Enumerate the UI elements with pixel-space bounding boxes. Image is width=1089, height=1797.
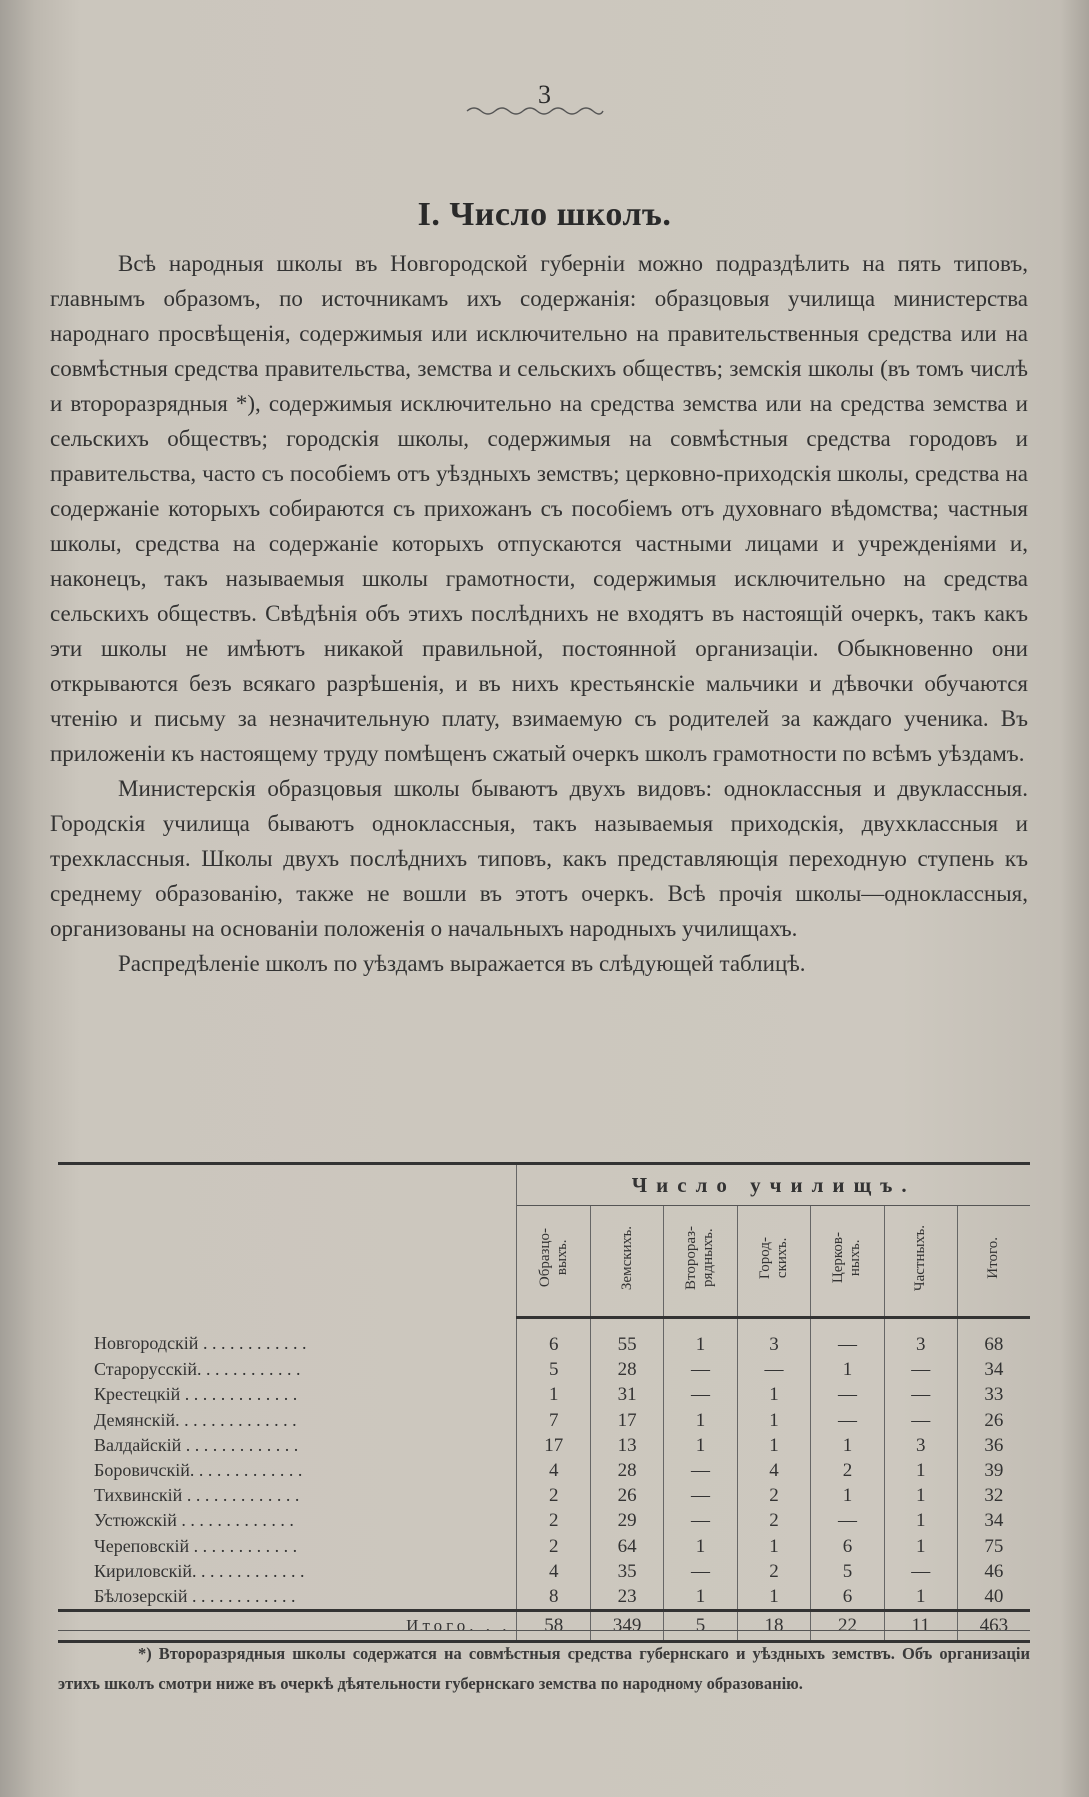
table-row	[58, 1508, 1030, 1533]
column-header: Второраз- рядныхъ.	[664, 1206, 738, 1318]
table-cell: 75	[957, 1534, 1030, 1559]
table-cell: 68	[957, 1318, 1030, 1358]
column-header: Церков- ныхъ.	[811, 1206, 885, 1318]
table-group-title: Число училищъ.	[517, 1164, 1030, 1206]
table-cell: 1	[664, 1408, 738, 1433]
table-cell: 2	[737, 1483, 811, 1508]
total-cell: 22	[811, 1611, 885, 1642]
table-row	[58, 1318, 1030, 1358]
table-cell: 32	[957, 1483, 1030, 1508]
district-name: Тихвинскій . . . . . . . . . . . . .	[94, 1485, 300, 1506]
table-cell: 26	[590, 1483, 663, 1508]
paragraph: Министерскія образцовыя школы бываютъ двухъ видовъ: одноклассныя и двуклассныя. Городскія училища бываютъ одноклассныя, такъ называемыя приходскія, двухклассныя и трехклассныя. Школы двухъ послѣднихъ типовъ, какъ представляющія переходную ступень къ среднему образованію, также не вошли въ этотъ очеркъ. Всѣ прочія школы—одноклассныя, организованы на основаніи положенія о начальныхъ народныхъ училищахъ.	[50, 776, 1028, 941]
table-cell: 5	[811, 1559, 885, 1584]
table-cell: —	[664, 1508, 738, 1533]
table-cell: 1	[884, 1584, 957, 1611]
ornament-divider	[465, 104, 605, 118]
table-cell: —	[664, 1357, 738, 1382]
table-cell: 34	[957, 1357, 1030, 1382]
table-cell: 4	[737, 1458, 811, 1483]
table-row	[58, 1408, 1030, 1433]
table-cell: 23	[590, 1584, 663, 1611]
column-header: Земскихъ.	[590, 1206, 663, 1318]
table-cell: 35	[590, 1559, 663, 1584]
column-header: Образцо- выхъ.	[517, 1206, 591, 1318]
table-cell: —	[737, 1357, 811, 1382]
table-cell: 1	[737, 1408, 811, 1433]
schools-table	[58, 1162, 1030, 1643]
table-cell: 26	[957, 1408, 1030, 1433]
table-cell: 2	[517, 1508, 591, 1533]
table-cell: 1	[811, 1433, 885, 1458]
table-cell: 33	[957, 1382, 1030, 1407]
section-heading: I. Число школъ.	[417, 196, 672, 233]
district-name: Новгородскій . . . . . . . . . . . .	[94, 1333, 307, 1354]
table-cell: —	[884, 1357, 957, 1382]
table-cell: 2	[811, 1458, 885, 1483]
table-row	[58, 1584, 1030, 1611]
total-cell: 463	[957, 1611, 1030, 1642]
table-cell: 6	[517, 1318, 591, 1358]
table-row	[58, 1357, 1030, 1382]
table-cell: 1	[664, 1318, 738, 1358]
table-corner	[58, 1164, 517, 1318]
footnote-text: *) Второразрядныя школы содержатся на совмѣстныя средства губернскаго и уѣздныхъ земствъ. Объ организаціи этихъ школъ смотри ниже въ очеркѣ дѣятельности губернскаго земства по народному образованію.	[58, 1644, 1030, 1693]
table-cell: 1	[664, 1534, 738, 1559]
table-cell: 5	[517, 1357, 591, 1382]
table-cell: 1	[517, 1382, 591, 1407]
table-cell: 1	[737, 1382, 811, 1407]
table-cell: 34	[957, 1508, 1030, 1533]
table-cell: 17	[590, 1408, 663, 1433]
page-number: 3	[538, 80, 551, 109]
table-cell: 3	[884, 1433, 957, 1458]
district-name: Кириловскій. . . . . . . . . . . . .	[94, 1560, 305, 1581]
total-cell: 18	[737, 1611, 811, 1642]
table-row	[58, 1433, 1030, 1458]
table-row	[58, 1458, 1030, 1483]
table-cell: 36	[957, 1433, 1030, 1458]
footnote	[58, 1630, 1030, 1699]
table-cell: 1	[811, 1357, 885, 1382]
table-cell: —	[664, 1559, 738, 1584]
table-cell: —	[664, 1458, 738, 1483]
total-cell: 11	[884, 1611, 957, 1642]
district-name: Крестецкій . . . . . . . . . . . . .	[94, 1384, 298, 1405]
table-cell: 4	[517, 1559, 591, 1584]
table-cell: 1	[737, 1584, 811, 1611]
table-cell: 17	[517, 1433, 591, 1458]
table-cell: 29	[590, 1508, 663, 1533]
table-cell: 2	[517, 1483, 591, 1508]
total-cell: 349	[590, 1611, 663, 1642]
table-cell: 3	[884, 1318, 957, 1358]
table-cell: 7	[517, 1408, 591, 1433]
table-cell: —	[811, 1508, 885, 1533]
total-cell: 58	[517, 1611, 591, 1642]
district-name: Демянскій. . . . . . . . . . . . . .	[94, 1409, 297, 1430]
column-header: Итого.	[957, 1206, 1030, 1318]
table-row	[58, 1382, 1030, 1407]
table-cell: 6	[811, 1584, 885, 1611]
column-header: Частныхъ.	[884, 1206, 957, 1318]
table-cell: 1	[737, 1433, 811, 1458]
table-cell: 3	[737, 1318, 811, 1358]
table-row	[58, 1483, 1030, 1508]
table-cell: 2	[737, 1508, 811, 1533]
table-cell: 6	[811, 1534, 885, 1559]
table-row	[58, 1534, 1030, 1559]
total-cell: 5	[664, 1611, 738, 1642]
table-cell: 1	[884, 1458, 957, 1483]
table-cell: —	[884, 1408, 957, 1433]
table-cell: 1	[664, 1433, 738, 1458]
table-cell: 28	[590, 1357, 663, 1382]
table-cell: 1	[811, 1483, 885, 1508]
table-row	[58, 1559, 1030, 1584]
table-cell: —	[664, 1483, 738, 1508]
table-cell: 28	[590, 1458, 663, 1483]
table-cell: 40	[957, 1584, 1030, 1611]
body-text	[50, 246, 1028, 981]
table-cell: 39	[957, 1458, 1030, 1483]
table-cell: —	[884, 1382, 957, 1407]
district-name: Бѣлозерскій . . . . . . . . . . . .	[94, 1585, 296, 1606]
total-label: Итого. . .	[58, 1611, 517, 1642]
district-name: Старорусскій. . . . . . . . . . . .	[94, 1359, 301, 1380]
table-cell: —	[811, 1408, 885, 1433]
district-name: Боровичскій. . . . . . . . . . . . .	[94, 1460, 303, 1481]
table-cell: —	[884, 1559, 957, 1584]
table-cell: —	[811, 1318, 885, 1358]
table-cell: 8	[517, 1584, 591, 1611]
district-name: Череповскій . . . . . . . . . . . .	[94, 1535, 298, 1556]
paragraph: Распредѣленіе школъ по уѣздамъ выражается въ слѣдующей таблицѣ.	[118, 951, 806, 976]
table-cell: 31	[590, 1382, 663, 1407]
table-cell: 55	[590, 1318, 663, 1358]
table-cell: 1	[884, 1483, 957, 1508]
table-cell: —	[811, 1382, 885, 1407]
table-cell: 1	[884, 1534, 957, 1559]
table-cell: 46	[957, 1559, 1030, 1584]
district-name: Валдайскій . . . . . . . . . . . . .	[94, 1434, 299, 1455]
table-cell: 1	[664, 1584, 738, 1611]
table-cell: 1	[884, 1508, 957, 1533]
table-cell: 2	[517, 1534, 591, 1559]
table-cell: 13	[590, 1433, 663, 1458]
table-cell: 2	[737, 1559, 811, 1584]
table-cell: 4	[517, 1458, 591, 1483]
paragraph: Всѣ народныя школы въ Новгородской губерніи можно подраздѣлить на пять типовъ, главнымъ образомъ, по источникамъ ихъ содержанія: образцовыя училища министерства народнаго просвѣщенія, содержимыя или исключительно на правительственныя средства или на совмѣстныя средства правительства, земства и сельскихъ обществъ; земскія школы (въ томъ числѣ и второразрядныя *), содержимыя исключительно на средства земства или на средства земства и сельскихъ обществъ; городскія школы, содержимыя на совмѣстныя средства городовъ и правительства, часто съ пособіемъ отъ уѣздныхъ земствъ; церковно-приходскія школы, средства на содержаніе которыхъ собираются съ прихожанъ съ пособіемъ отъ духовнаго вѣдомства; частныя школы, средства на содержаніе которыхъ отпускаются частными лицами и учрежденіями и, наконецъ, такъ называемыя школы грамотности, содержимыя исключительно на средства сельскихъ обществъ. Свѣдѣнія объ этихъ послѣднихъ не входятъ въ настоящій очеркъ, такъ какъ эти школы не имѣютъ никакой правильной, постоянной организаціи. Обыкновенно они открываются безъ всякаго разрѣшенія, и въ нихъ крестьянскіе мальчики и дѣвочки обучаются чтенію и письму за незначительную плату, взимаемую съ родителей за каждаго ученика. Въ приложеніи къ настоящему труду помѣщенъ сжатый очеркъ школъ грамотности по всѣмъ уѣздамъ.	[50, 251, 1028, 766]
table-cell: —	[664, 1382, 738, 1407]
table-cell: 1	[737, 1534, 811, 1559]
district-name: Устюжскій . . . . . . . . . . . . .	[94, 1510, 294, 1531]
column-header: Город- скихъ.	[737, 1206, 811, 1318]
table-cell: 64	[590, 1534, 663, 1559]
